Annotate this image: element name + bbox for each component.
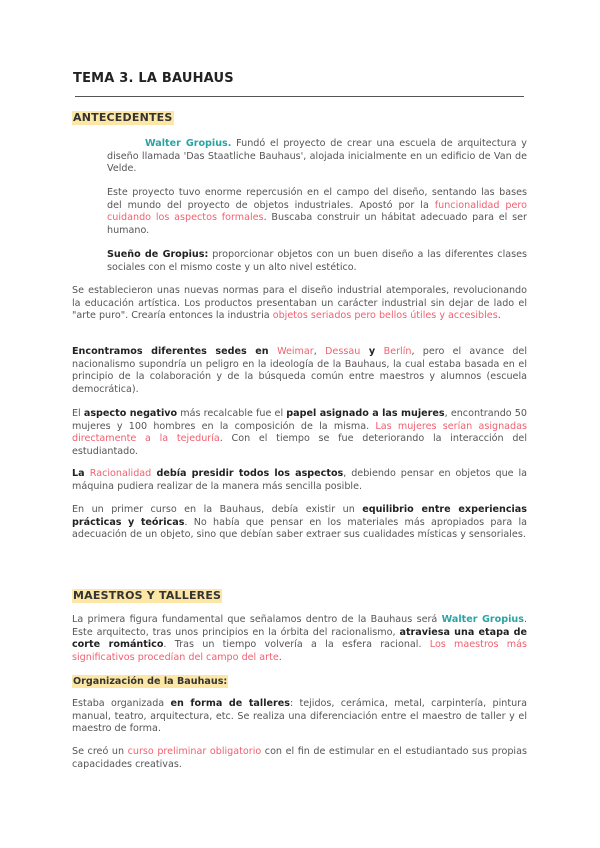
- text-span: más recalcable fue el: [177, 408, 287, 419]
- text-span: En un primer curso en la Bauhaus, debía existir un: [72, 504, 363, 515]
- highlight-text: objetos seriados pero bellos útiles y accesibles: [272, 310, 498, 322]
- highlight-text: Berlín: [383, 346, 412, 357]
- text-span: . Buscaba construir un hábitat adecuado para el ser humano.: [107, 212, 527, 236]
- text-span: Se creó un: [72, 746, 128, 757]
- text-span: La primera figura fundamental que señalamos dentro de la Bauhaus será: [72, 614, 442, 625]
- paragraph-racionalidad: [72, 468, 527, 493]
- text-span: , debiendo pensar en objetos que la máquina pudiera realizar de la manera más sencilla posible.: [72, 468, 528, 492]
- bold-text: Sueño de Gropius:: [107, 249, 209, 260]
- highlight-text: Dessau: [325, 346, 361, 357]
- text-span: , pero el avance del nacionalismo supondría un peligro en la ideología de la Bauhaus, la cual estaba basada en el principio de la colaboración y de la búsqueda común entre maestros y alumnos (escuela democrática).: [72, 346, 527, 395]
- highlight-text: funcionalidad pero cuidando los aspectos formales: [107, 199, 527, 224]
- teal-name: Walter Gropius.: [145, 138, 232, 149]
- paragraph-gropius-intro: [107, 138, 527, 176]
- section-heading-maestros: MAESTROS Y TALLERES: [73, 589, 222, 602]
- bold-text: atraviesa una etapa de corte romántico: [72, 626, 528, 651]
- text-span: . No había que pensar en los materiales más apropiados para la adecuación de un objeto, sino que debían saber extraer sus cualidades místicas y sensoriales.: [72, 516, 528, 541]
- text-span: Estaba organizada: [72, 698, 171, 709]
- section-heading-antecedentes: ANTECEDENTES: [73, 111, 173, 124]
- bold-text: Encontramos diferentes sedes en: [72, 346, 278, 357]
- paragraph-sueno: [107, 249, 527, 274]
- bold-text: La: [72, 468, 90, 479]
- bold-text: equilibrio entre experiencias prácticas y teóricas: [72, 504, 527, 528]
- title-divider: [75, 96, 524, 97]
- text-span: ,: [313, 346, 326, 357]
- bold-text: debía presidir todos los aspectos: [151, 468, 344, 479]
- text-span: . Con el tiempo se fue deteriorando la interacción del estudiantado.: [72, 433, 527, 457]
- text-span: Fundó el proyecto de crear una escuela de arquitectura y diseño llamada 'Das Staatliche Bauhaus', alojada inicialmente en un edificio de Van de Velde.: [107, 138, 527, 175]
- teal-name: Walter Gropius: [441, 614, 524, 625]
- paragraph-aspecto-negativo: [72, 408, 527, 458]
- text-span: Se establecieron unas nuevas normas para el diseño industrial atemporales, revolucionando la educación artística. Los productos presentaban un carácter industrial sin dejar de lado el "arte puro". Crearía entonces la industria: [72, 285, 527, 322]
- highlight-text: Weimar: [277, 346, 314, 357]
- bold-text: y: [360, 346, 384, 357]
- paragraph-curso-preliminar: [72, 746, 527, 771]
- text-span: .: [278, 651, 282, 663]
- text-span: : tejidos, cerámica, metal, carpintería, pintura manual, teatro, arquitectura, etc. Se realiza una diferenciación entre el maestro de taller y el maestro de forma.: [72, 698, 527, 735]
- text-span: proporcionar objetos con un buen diseño a las diferentes clases sociales con el mismo coste y un alto nivel estético.: [107, 249, 528, 273]
- bold-text: en forma de talleres: [170, 698, 290, 709]
- highlight-text: curso preliminar obligatorio: [127, 746, 262, 757]
- paragraph-normas: [72, 285, 527, 323]
- document-title: TEMA 3. LA BAUHAUS: [73, 71, 234, 86]
- bold-text: papel asignado a las mujeres: [286, 408, 445, 419]
- paragraph-sedes: [72, 346, 527, 396]
- text-span: El: [72, 408, 84, 419]
- paragraph-repercusion: [107, 187, 527, 237]
- text-span: con el fin de estimular en el estudiantado sus propias capacidades creativas.: [72, 746, 527, 770]
- text-span: , encontrando 50 mujeres y 100 hombres en la composición de la misma.: [72, 408, 527, 432]
- bold-text: aspecto negativo: [83, 408, 178, 419]
- highlight-text: Las mujeres serían asignadas directamente a la tejeduría: [72, 420, 528, 445]
- text-span: . Este arquitecto, tras unos principios en la órbita del racionalismo,: [72, 614, 527, 638]
- highlight-text: Los maestros más significativos procedían del campo del arte: [72, 639, 528, 663]
- paragraph-primer-curso: [72, 504, 527, 542]
- text-span: .: [497, 310, 501, 322]
- paragraph-organizacion: [72, 698, 527, 736]
- paragraph-primera-figura: [72, 614, 527, 664]
- text-span: Este proyecto tuvo enorme repercusión en el campo del diseño, sentando las bases del mundo del proyecto de objetos industriales. Apostó por la: [107, 187, 527, 211]
- highlight-text: Racionalidad: [89, 468, 152, 479]
- text-span: . Tras un tiempo volvería a la esfera racional.: [163, 639, 430, 651]
- subheading-organizacion: Organización de la Bauhaus:: [73, 676, 228, 687]
